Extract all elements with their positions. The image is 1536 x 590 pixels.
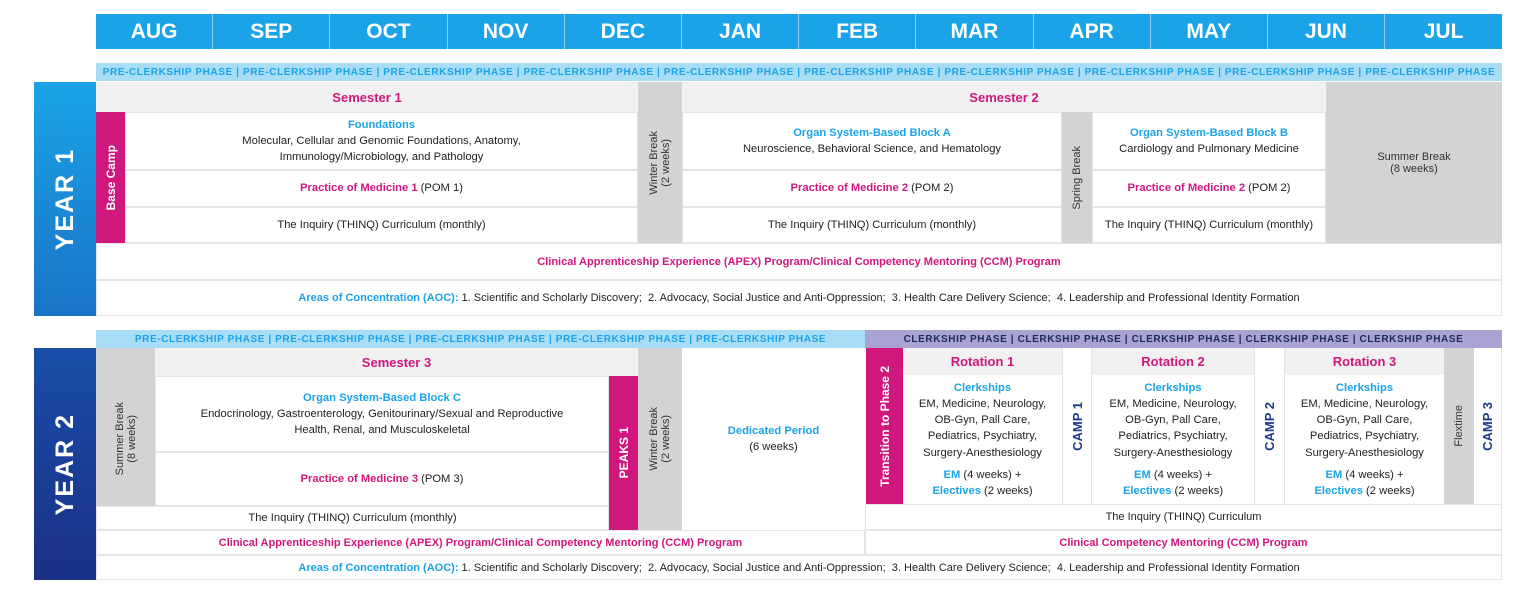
camp-3-block	[1474, 348, 1502, 504]
semester-2-header: Semester 2	[682, 82, 1326, 112]
pom2-title-b: Practice of Medicine 2	[1127, 182, 1246, 195]
month-sep: SEP	[213, 14, 330, 49]
apex-row-y1	[96, 243, 1502, 280]
flextime-block	[1444, 348, 1474, 504]
rotation-3-em-label: EM	[1325, 468, 1343, 481]
pom3-cell	[155, 452, 609, 506]
ccm-text-y2: Clinical Competency Mentoring (CCM) Program	[1059, 536, 1308, 549]
year-1-phase-bar: PRE-CLERKSHIP PHASE | PRE-CLERKSHIP PHASE | PRE-CLERKSHIP PHASE | PRE-CLERKSHIP PHASE | PRE-CLERKSHIP PHASE | PRE-CLERKSHIP PHASE | PRE-CLERKSHIP PHASE | PRE-CLERKSHIP PHASE | PRE-CLERKSHIP PHASE | PRE-CLERKSHIP PHASE	[96, 63, 1502, 81]
winter-break-y1	[638, 82, 682, 243]
month-dec: DEC	[565, 14, 682, 49]
apex-text-y1: Clinical Apprenticeship Experience (APEX) Program/Clinical Competency Mentoring (CCM) Program	[537, 255, 1061, 268]
summer-break-y2	[96, 348, 155, 530]
month-may: MAY	[1151, 14, 1268, 49]
rotation-1-em-line	[943, 467, 1021, 483]
rotation-2-em-rest: (4 weeks) +	[1150, 468, 1213, 481]
rotation-1-em-label: EM	[943, 468, 961, 481]
pom2-cell-b	[1092, 170, 1326, 207]
camp-1-block	[1062, 348, 1092, 504]
rotation-3-em-rest: (4 weeks) +	[1342, 468, 1404, 481]
summer-break-y2-weeks: (8 weeks)	[125, 415, 138, 463]
transition-phase-2-label: Transition to Phase 2	[877, 365, 892, 487]
aoc-text-y1: 1. Scientific and Scholarly Discovery; 2. Advocacy, Social Justice and Anti-Oppression; 3. Health Care Delivery Science; 4. Leadership and Professional Identity Formation	[458, 292, 1300, 304]
month-oct: OCT	[330, 14, 447, 49]
month-mar: MAR	[916, 14, 1033, 49]
rotation-1-electives-line	[932, 483, 1032, 499]
camp-3-label: CAMP 3	[1480, 401, 1495, 451]
block-c-text: Endocrinology, Gastroenterology, Genitourinary/Sexual and Reproductive Health, Renal, and Musculoskeletal	[200, 407, 564, 437]
camp-1-label: CAMP 1	[1069, 401, 1085, 451]
pom3-title: Practice of Medicine 3	[300, 472, 419, 485]
summer-break-y2-label: Summer Break	[113, 402, 126, 476]
transition-phase-2-block	[866, 348, 903, 504]
rotation-1-cell	[903, 375, 1062, 504]
block-a-text: Neuroscience, Behavioral Science, and Hematology	[742, 143, 1002, 155]
rotation-2-electives-line	[1123, 483, 1223, 499]
winter-break-y1-weeks: (2 weeks)	[660, 138, 672, 187]
year-2-label: YEAR 2	[50, 412, 79, 516]
rotation-3-electives-rest: (2 weeks)	[1362, 485, 1415, 498]
month-jun: JUN	[1268, 14, 1385, 49]
winter-break-y1-label: Winter Break	[648, 130, 660, 195]
rotation-2-em-label: EM	[1133, 468, 1151, 481]
thinq-cell-block-a: The Inquiry (THINQ) Curriculum (monthly)	[682, 207, 1062, 243]
dedicated-period-weeks: (6 weeks)	[749, 441, 798, 453]
block-a-title: Organ System-Based Block A	[793, 126, 951, 139]
aoc-row-y1	[96, 280, 1502, 316]
rotation-2-clerkships-text: EM, Medicine, Neurology, OB-Gyn, Pall Care, Pediatrics, Psychiatry, Surgery-Anesthesiology	[1109, 397, 1237, 459]
thinq-cell-block-b: The Inquiry (THINQ) Curriculum (monthly)	[1092, 207, 1326, 243]
peaks-1-label: PEAKS 1	[616, 427, 631, 479]
aoc-text-y2: 1. Scientific and Scholarly Discovery; 2. Advocacy, Social Justice and Anti-Oppression; 3. Health Care Delivery Science; 4. Leadership and Professional Identity Formation	[458, 561, 1300, 574]
pom1-cell	[125, 170, 638, 207]
block-c-cell	[155, 376, 609, 452]
thinq-row-clerkship: The Inquiry (THINQ) Curriculum	[865, 504, 1502, 530]
winter-break-y2	[638, 348, 682, 530]
thinq-cell-sem1: The Inquiry (THINQ) Curriculum (monthly)	[125, 207, 638, 243]
block-c-title: Organ System-Based Block C	[303, 391, 461, 404]
rotation-3-clerkships-title: Clerkships	[1335, 381, 1394, 394]
month-header	[96, 14, 1502, 49]
dedicated-period-cell	[682, 348, 865, 530]
rotation-3-cell	[1285, 375, 1444, 504]
month-jul: JUL	[1385, 14, 1502, 49]
camp-2-label: CAMP 2	[1262, 401, 1277, 451]
pom1-title: Practice of Medicine 1	[300, 182, 418, 195]
foundations-cell	[125, 112, 638, 170]
summer-break-y1-label: Summer Break	[1377, 150, 1451, 163]
rotation-2-header: Rotation 2	[1092, 348, 1254, 375]
ccm-row-y2	[865, 530, 1502, 555]
rotation-1-em-rest: (4 weeks) +	[960, 468, 1022, 481]
base-camp-block	[96, 112, 125, 243]
rotation-2-electives-label: Electives	[1122, 485, 1172, 498]
rotation-2-clerkships-title: Clerkships	[1144, 381, 1202, 394]
pom3-suffix: (POM 3)	[418, 472, 464, 485]
foundations-title: Foundations	[347, 118, 416, 131]
pom2-suffix-b: (POM 2)	[1245, 182, 1291, 195]
apex-text-y2: Clinical Apprenticeship Experience (APEX) Program/Clinical Competency Mentoring (CCM) Program	[218, 536, 743, 549]
summer-break-y1-weeks: (8 weeks)	[1390, 162, 1438, 175]
aoc-label-y1: Areas of Concentration (AOC):	[298, 292, 459, 304]
month-jan: JAN	[682, 14, 799, 49]
month-apr: APR	[1034, 14, 1151, 49]
pom2-suffix-a: (POM 2)	[908, 182, 954, 195]
foundations-text: Molecular, Cellular and Genomic Foundations, Anatomy, Immunology/Microbiology, and Pathology	[242, 134, 521, 164]
rotation-3-em-line	[1325, 467, 1403, 483]
rotation-2-em-line	[1134, 467, 1212, 483]
year-2-phase-bar: PRE-CLERKSHIP PHASE | PRE-CLERKSHIP PHASE | PRE-CLERKSHIP PHASE | PRE-CLERKSHIP PHASE | PRE-CLERKSHIP PHASE	[96, 330, 865, 348]
winter-break-y2-label: Winter Break	[648, 407, 660, 471]
apex-row-y2	[96, 530, 865, 555]
camp-2-block	[1254, 348, 1285, 504]
block-b-cell	[1092, 112, 1326, 170]
rotation-2-electives-rest: (2 weeks)	[1171, 485, 1224, 498]
block-a-cell	[682, 112, 1062, 170]
winter-break-y2-weeks: (2 weeks)	[660, 415, 672, 463]
flextime-label: Flextime	[1453, 405, 1465, 447]
spring-break	[1062, 112, 1092, 243]
dedicated-period-title: Dedicated Period	[727, 424, 820, 437]
aoc-row-y2	[96, 555, 1502, 580]
block-b-text: Cardiology and Pulmonary Medicine	[1119, 143, 1299, 155]
year-2-label-column	[34, 348, 96, 580]
rotation-3-electives-label: Electives	[1314, 485, 1363, 498]
semester-1-header: Semester 1	[96, 82, 638, 112]
rotation-1-clerkships-text: EM, Medicine, Neurology, OB-Gyn, Pall Care, Pediatrics, Psychiatry, Surgery-Anesthesiology	[918, 397, 1047, 459]
year-2-clerkship-bar: CLERKSHIP PHASE | CLERKSHIP PHASE | CLERKSHIP PHASE | CLERKSHIP PHASE | CLERKSHIP PHASE	[865, 330, 1502, 348]
summer-break-y1	[1326, 82, 1502, 243]
rotation-3-header: Rotation 3	[1285, 348, 1444, 375]
rotation-2-cell	[1092, 375, 1254, 504]
pom1-suffix: (POM 1)	[417, 182, 463, 195]
aoc-label-y2: Areas of Concentration (AOC):	[298, 561, 459, 574]
rotation-3-clerkships-text: EM, Medicine, Neurology, OB-Gyn, Pall Care, Pediatrics, Psychiatry, Surgery-Anesthesiology	[1300, 397, 1429, 459]
semester-3-header: Semester 3	[155, 348, 638, 376]
spring-break-label: Spring Break	[1071, 145, 1083, 210]
rotation-1-electives-rest: (2 weeks)	[980, 485, 1033, 498]
rotation-1-header: Rotation 1	[903, 348, 1062, 375]
peaks-1-block	[609, 376, 638, 530]
month-feb: FEB	[799, 14, 916, 49]
month-nov: NOV	[448, 14, 565, 49]
year-1-label: YEAR 1	[50, 147, 79, 251]
rotation-3-electives-line	[1314, 483, 1414, 499]
year-1-label-column	[34, 82, 96, 316]
rotation-1-electives-label: Electives	[932, 485, 981, 498]
thinq-cell-sem3: The Inquiry (THINQ) Curriculum (monthly)	[96, 506, 609, 530]
month-aug: AUG	[96, 14, 213, 49]
pom2-title-a: Practice of Medicine 2	[790, 182, 909, 195]
base-camp-label: Base Camp	[103, 144, 118, 211]
rotation-1-clerkships-title: Clerkships	[953, 381, 1012, 394]
block-b-title: Organ System-Based Block B	[1130, 126, 1288, 139]
pom2-cell-a	[682, 170, 1062, 207]
